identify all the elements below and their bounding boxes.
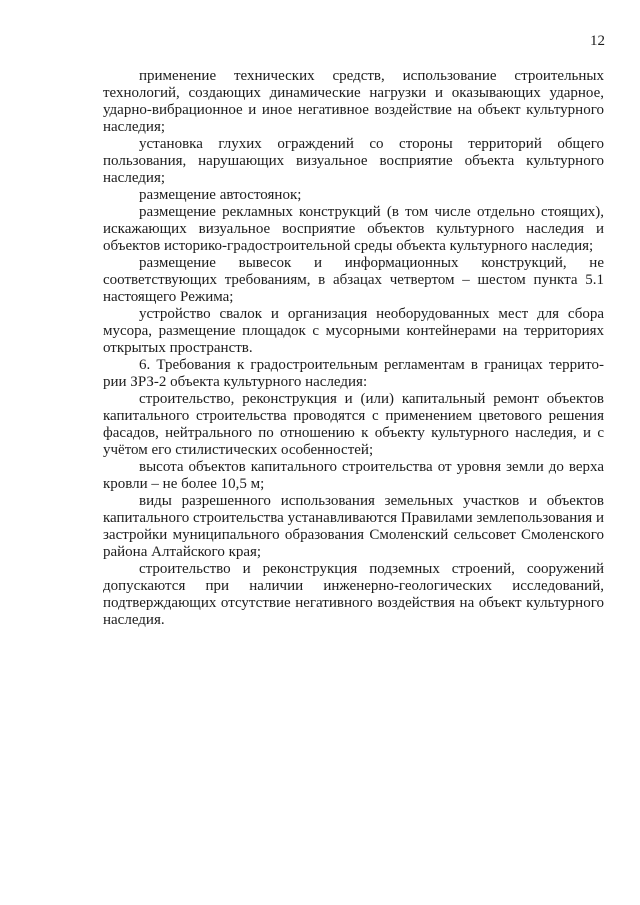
text-line: 6. Требования к градостроительным регламентам в границах террито-: [139, 357, 604, 373]
text-line: кровли – не более 10,5 м;: [103, 476, 265, 492]
paragraph-10: [103, 493, 604, 561]
text-line: применение технических средств, использование строительных: [139, 68, 604, 84]
paragraph-5: [103, 255, 604, 306]
text-line: размещение автостоянок;: [139, 187, 302, 203]
text-line: допускаются при наличии инженерно-геологических исследований,: [103, 578, 604, 594]
text-line: капитального строительства устанавливаются Правилами землепользования и: [103, 510, 604, 526]
text-line: высота объектов капитального строительства от уровня земли до верха: [139, 459, 604, 475]
text-line: наследия;: [103, 170, 166, 186]
text-line: соответствующих требованиям, в абзацах четвертом – шестом пункта 5.1: [103, 272, 604, 288]
text-line: наследия;: [103, 119, 166, 135]
text-line: строительство и реконструкция подземных строений, сооружений: [139, 561, 604, 577]
paragraph-3: [103, 187, 604, 204]
text-line: учётом его стилистических особенностей;: [103, 442, 374, 458]
page-number: 12: [590, 33, 605, 49]
paragraph-11: [103, 561, 604, 629]
text-line: подтверждающих отсутствие негативного воздействия на объект культурного: [103, 595, 604, 611]
paragraph-2: [103, 136, 604, 187]
text-line: объектов историко-градостроительной среды объекта культурного наследия;: [103, 238, 594, 254]
text-line: пользования, нарушающих визуальное восприятие объекта культурного: [103, 153, 604, 169]
text-line: мусора, размещение площадок с мусорными контейнерами на территориях: [103, 323, 604, 339]
text-line: размещение вывесок и информационных конструкций, не: [139, 255, 604, 271]
text-line: наследия.: [103, 612, 165, 628]
text-line: виды разрешенного использования земельных участков и объектов: [139, 493, 604, 509]
text-line: фасадов, нейтрального по отношению к объекту культурного наследия, и с: [103, 425, 604, 441]
text-line: района Алтайского края;: [103, 544, 262, 560]
text-line: установка глухих ограждений со стороны территорий общего: [139, 136, 604, 152]
paragraph-4: [103, 204, 604, 255]
text-line: искажающих визуальное восприятие объектов культурного наследия и: [103, 221, 604, 237]
text-line: застройки муниципального образования Смоленский сельсовет Смоленского: [103, 527, 604, 543]
text-line: капитального строительства проводятся с применением цветового решения: [103, 408, 604, 424]
text-line: открытых пространств.: [103, 340, 253, 356]
section-6-heading: [103, 357, 604, 391]
paragraph-8: [103, 391, 604, 459]
text-line: настоящего Режима;: [103, 289, 234, 305]
paragraph-9: [103, 459, 604, 493]
document-body: [103, 68, 604, 629]
paragraph-6: [103, 306, 604, 357]
text-line: устройство свалок и организация необорудованных мест для сбора: [139, 306, 604, 322]
text-line: размещение рекламных конструкций (в том числе отдельно стоящих),: [139, 204, 604, 220]
text-line: технологий, создающих динамические нагрузки и оказывающих ударное,: [103, 85, 604, 101]
text-line: рии ЗРЗ-2 объекта культурного наследия:: [103, 374, 368, 390]
text-line: ударно-вибрационное и иное негативное воздействие на объект культурного: [103, 102, 604, 118]
paragraph-1: [103, 68, 604, 136]
text-line: строительство, реконструкция и (или) капитальный ремонт объектов: [139, 391, 604, 407]
